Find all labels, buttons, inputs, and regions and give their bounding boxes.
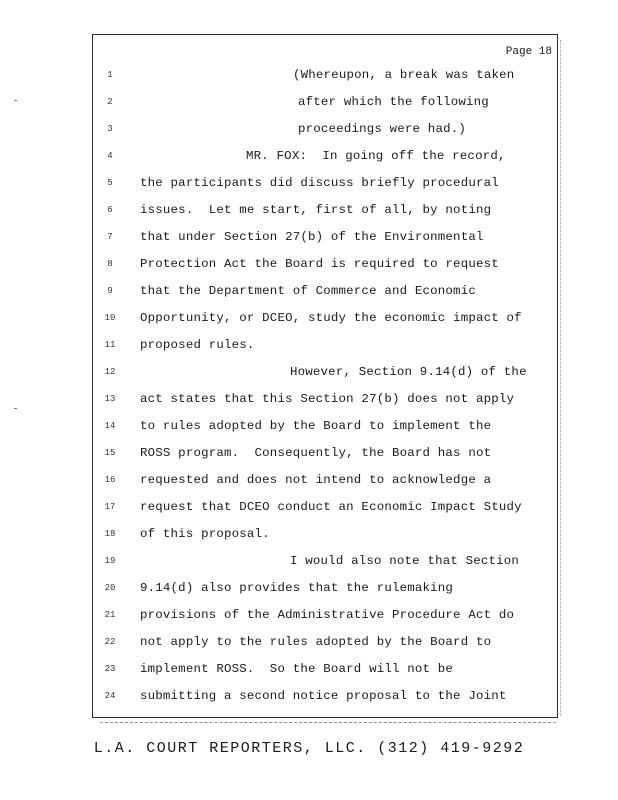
line-number: 6 bbox=[107, 205, 113, 215]
transcript-line bbox=[0, 635, 618, 662]
transcript-line bbox=[0, 365, 618, 392]
line-number: 4 bbox=[107, 151, 113, 161]
line-number: 13 bbox=[104, 394, 116, 404]
transcript-line bbox=[0, 311, 618, 338]
transcript-line bbox=[0, 257, 618, 284]
line-text: request that DCEO conduct an Economic Impact Study bbox=[140, 500, 522, 514]
line-text: of this proposal. bbox=[140, 527, 270, 541]
line-text: that the Department of Commerce and Economic bbox=[140, 284, 476, 298]
line-number: 23 bbox=[104, 664, 116, 674]
transcript-line bbox=[0, 662, 618, 689]
transcript-line bbox=[0, 68, 618, 95]
line-text: 9.14(d) also provides that the rulemaking bbox=[140, 581, 454, 595]
line-text: to rules adopted by the Board to implement the bbox=[140, 419, 492, 433]
transcript-line bbox=[0, 581, 618, 608]
line-text: ROSS program. Consequently, the Board has not bbox=[140, 446, 492, 460]
transcript-line bbox=[0, 500, 618, 527]
transcript-line bbox=[0, 392, 618, 419]
line-number: 22 bbox=[104, 637, 116, 647]
line-number: 8 bbox=[107, 259, 113, 269]
line-text: issues. Let me start, first of all, by noting bbox=[140, 203, 492, 217]
transcript-line bbox=[0, 149, 618, 176]
line-text: act states that this Section 27(b) does not apply bbox=[140, 392, 515, 406]
line-text: implement ROSS. So the Board will not be bbox=[140, 662, 454, 676]
line-number: 5 bbox=[107, 178, 113, 188]
line-number: 17 bbox=[104, 502, 116, 512]
transcript-line bbox=[0, 446, 618, 473]
line-number: 7 bbox=[107, 232, 113, 242]
line-number: 16 bbox=[104, 475, 116, 485]
line-text: after which the following bbox=[298, 95, 489, 109]
line-text: Protection Act the Board is required to request bbox=[140, 257, 499, 271]
line-text: proposed rules. bbox=[140, 338, 255, 352]
transcript-line bbox=[0, 608, 618, 635]
line-text: submitting a second notice proposal to the Joint bbox=[140, 689, 507, 703]
line-number: 12 bbox=[104, 367, 116, 377]
transcript-line bbox=[0, 176, 618, 203]
line-text: proceedings were had.) bbox=[298, 122, 466, 136]
line-number: 2 bbox=[107, 97, 113, 107]
line-text: (Whereupon, a break was taken bbox=[293, 68, 515, 82]
page-number: Page 18 bbox=[505, 46, 552, 58]
line-number: 21 bbox=[104, 610, 116, 620]
line-number: 9 bbox=[107, 286, 113, 296]
line-text: the participants did discuss briefly procedural bbox=[140, 176, 499, 190]
line-number: 10 bbox=[104, 313, 116, 323]
transcript-line bbox=[0, 203, 618, 230]
line-number: 19 bbox=[104, 556, 116, 566]
line-number: 3 bbox=[107, 124, 113, 134]
line-text: I would also note that Section bbox=[290, 554, 520, 568]
line-number: 15 bbox=[104, 448, 116, 458]
line-text: that under Section 27(b) of the Environmental bbox=[140, 230, 484, 244]
line-number: 1 bbox=[107, 70, 113, 80]
transcript-line bbox=[0, 284, 618, 311]
line-number: 20 bbox=[104, 583, 116, 593]
transcript-line bbox=[0, 122, 618, 149]
line-text: requested and does not intend to acknowledge a bbox=[140, 473, 492, 487]
line-text: MR. FOX: In going off the record, bbox=[246, 149, 506, 163]
line-text: Opportunity, or DCEO, study the economic impact of bbox=[140, 311, 522, 325]
line-number: 14 bbox=[104, 421, 116, 431]
line-text: provisions of the Administrative Procedure Act do bbox=[140, 608, 515, 622]
transcript-line bbox=[0, 95, 618, 122]
transcript-line bbox=[0, 473, 618, 500]
transcript-line bbox=[0, 230, 618, 257]
line-number: 24 bbox=[104, 691, 116, 701]
transcript-line bbox=[0, 419, 618, 446]
line-text: not apply to the rules adopted by the Board to bbox=[140, 635, 492, 649]
line-number: 11 bbox=[104, 340, 116, 350]
court-reporter-footer: L.A. COURT REPORTERS, LLC. (312) 419-9292 bbox=[93, 740, 525, 757]
transcript-line bbox=[0, 527, 618, 554]
bottom-rule bbox=[100, 722, 556, 723]
line-number: 18 bbox=[104, 529, 116, 539]
transcript-line bbox=[0, 689, 618, 716]
transcript-line bbox=[0, 338, 618, 365]
transcript-line bbox=[0, 554, 618, 581]
line-text: However, Section 9.14(d) of the bbox=[290, 365, 527, 379]
